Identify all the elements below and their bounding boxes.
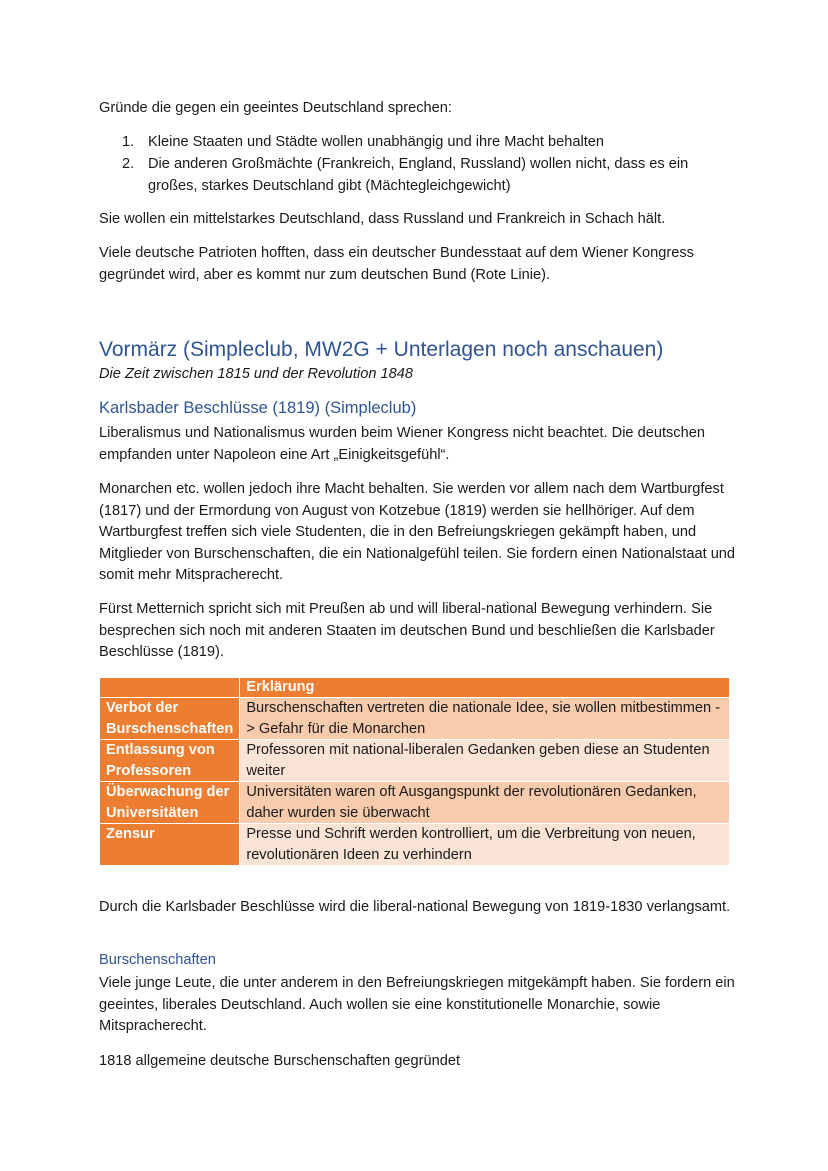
table-header-row bbox=[100, 678, 730, 698]
beschluesse-table bbox=[99, 677, 730, 866]
body-paragraph: 1818 allgemeine deutsche Burschenschaften gegründet bbox=[99, 1053, 461, 1069]
table-row bbox=[100, 824, 730, 866]
list-text: Kleine Staaten und Städte wollen unabhängig und ihre Macht behalten bbox=[148, 134, 604, 150]
list-number: 2. bbox=[122, 156, 135, 172]
table-header-cell bbox=[100, 678, 240, 698]
list-number: 1. bbox=[122, 134, 135, 150]
table-row-term: Zensur bbox=[100, 824, 240, 866]
table-row-desc: Burschenschaften vertreten die nationale Idee, sie wollen mitbestimmen -> Gefahr für die Monarchen bbox=[240, 698, 730, 740]
table-row-term: Entlassung von Professoren bbox=[100, 740, 240, 782]
table-row bbox=[100, 698, 730, 740]
table-header-cell: Erklärung bbox=[240, 678, 730, 698]
body-paragraph: Durch die Karlsbader Beschlüsse wird die liberal-national Bewegung von 1819-1830 verlangsamt. bbox=[99, 899, 731, 915]
intro-paragraph: Viele deutsche Patrioten hofften, dass ein deutscher Bundesstaat auf dem Wiener Kongress gegründet wird, aber es kommt nur zum deutschen Bund (Rote Linie). bbox=[99, 245, 694, 283]
body-paragraph: Monarchen etc. wollen jedoch ihre Macht behalten. Sie werden vor allem nach dem Wartburgfest (1817) und der Ermordung von August von Kotzebue (1819) werden sie hellhöriger. Auf dem Wartburgfest treffen sich viele Studenten, die in den Befreiungskriegen gekämpft haben, und Mitglieder von Burschenschaften, die ein Nationalgefühl teilen. Sie fordern einen Nationalstaat und somit mehr Mitspracherecht. bbox=[99, 481, 736, 583]
section-title: Vormärz (Simpleclub, MW2G + Unterlagen noch anschauen) bbox=[99, 338, 664, 361]
body-paragraph: Liberalismus und Nationalismus wurden beim Wiener Kongress nicht beachtet. Die deutschen empfanden unter Napoleon eine Art „Einigkeitsgefühl“. bbox=[99, 425, 705, 463]
section-subtitle: Die Zeit zwischen 1815 und der Revolution 1848 bbox=[99, 366, 413, 382]
list-text: Die anderen Großmächte (Frankreich, England, Russland) wollen nicht, dass es ein großes, starkes Deutschland gibt (Mächtegleichgewicht) bbox=[148, 156, 689, 194]
subsection-title: Karlsbader Beschlüsse (1819) (Simpleclub) bbox=[99, 399, 417, 417]
intro-heading-line: Gründe die gegen ein geeintes Deutschland sprechen: bbox=[99, 100, 452, 116]
table-row-desc: Universitäten waren oft Ausgangspunkt der revolutionären Gedanken, daher wurden sie überwacht bbox=[240, 782, 730, 824]
table-row-desc: Professoren mit national-liberalen Gedanken geben diese an Studenten weiter bbox=[240, 740, 730, 782]
body-paragraph: Viele junge Leute, die unter anderem in den Befreiungskriegen mitgekämpft haben. Sie fordern ein geeintes, liberales Deutschland. Auch wollen sie eine konstitutionelle Monarchie, sowie Mitspracherecht. bbox=[99, 975, 735, 1034]
table-row-term: Überwachung der Universitäten bbox=[100, 782, 240, 824]
table-row bbox=[100, 740, 730, 782]
body-paragraph: Fürst Metternich spricht sich mit Preußen ab und will liberal-national Bewegung verhindern. Sie besprechen sich noch mit anderen Staaten im deutschen Bund und beschließen die Karlsbader Beschlüsse (1819). bbox=[99, 601, 715, 660]
intro-paragraph: Sie wollen ein mittelstarkes Deutschland, dass Russland und Frankreich in Schach hält. bbox=[99, 211, 666, 227]
table-row-term: Verbot der Burschenschaften bbox=[100, 698, 240, 740]
table-row bbox=[100, 782, 730, 824]
subsection-title: Burschenschaften bbox=[99, 952, 216, 968]
table-row-desc: Presse und Schrift werden kontrolliert, um die Verbreitung von neuen, revolutionären Ideen zu verhindern bbox=[240, 824, 730, 866]
